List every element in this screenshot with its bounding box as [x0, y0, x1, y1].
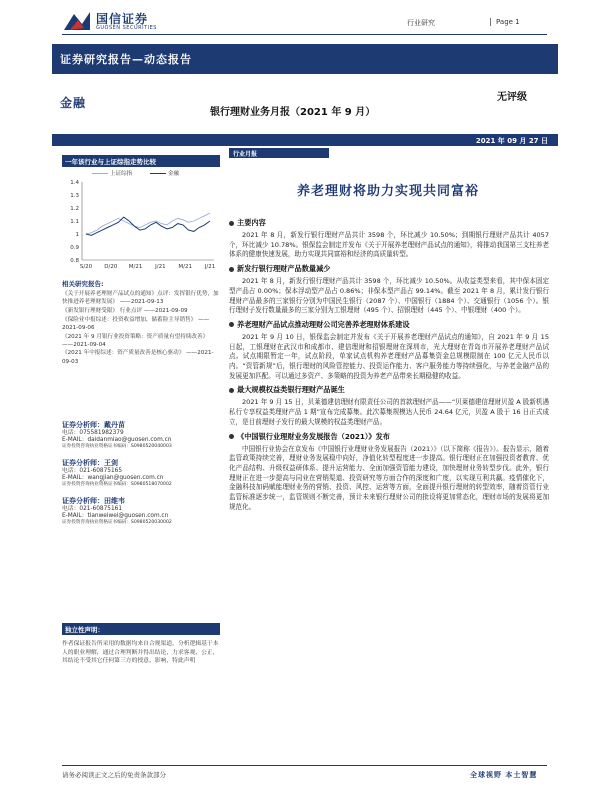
analyst-card [62, 496, 222, 526]
report-date: 2021 年 09 月 27 日 [475, 137, 548, 145]
logo-icon [62, 10, 92, 32]
disclaimer-title-bar [62, 623, 220, 635]
sector-label: 金融 [60, 96, 87, 110]
bullet-icon [229, 267, 234, 272]
rating-label: 无评级 [497, 92, 527, 103]
analyst-phone: 电话：021-60875161 [62, 506, 123, 512]
analyst-email[interactable]: E-MAIL：tianweiwei@guosen.com.cn [62, 513, 169, 519]
bullet-icon [229, 434, 234, 439]
disclaimer-text: 作者保证报告所采用的数据均来自合规渠道，分析逻辑基于本人的职业理解，通过合理判断并得出结论，力求客观、公正，其结论不受其它任何第三方的授意、影响，特此声明 [62, 641, 219, 665]
section-heading: 新发行银行理财产品数量减少 [229, 264, 549, 274]
related-item[interactable]: 《新发银行理财受限》 行业点评 ——2021-09-09 [62, 307, 188, 314]
related-research-list [62, 290, 220, 366]
analyst-name: 证券分析师：王剑 [62, 459, 118, 467]
headline: 养老理财将助力实现共同富裕 [296, 184, 479, 199]
x-tick-label: M/21 [128, 264, 143, 270]
y-tick-label: 0.8 [70, 258, 79, 264]
paragraph: 2021 年 9 月 10 日，银保监会制定并发布《关于开展养老理财产品试点的通知》，自 2021 年 9 月 15 日起，工银理财在武汉市和成都市、建信理财和招银理财在深圳市，光大理财在青岛市开展养老理财产品试点。试点期限暂定一年，试点阶段，单家试点机构养老理财产品募集资金总规模限制在 100 亿元人民币以内。“资管新规”后，银行理财的风险管控能力、投资运作能力、客户服务能力等持续强化，与养老金融产品的发展更加匹配。可以通过多资产、多策略的投资为养老产品带来长期稳健的收益。 [229, 332, 549, 380]
trend-chart [62, 168, 220, 274]
y-tick-label: 1.4 [70, 180, 79, 186]
related-item[interactable]: 《保险业中报综述：投资收益增加，储蓄险主导销售》 ——2021-09-06 [62, 316, 210, 331]
main-content [229, 216, 549, 516]
analyst-cert: 证券投资咨询执业资格证书编码：S0980520030002 [62, 520, 172, 525]
paragraph: 2021 年 8 月，新发行银行理财产品共计 3598 个，环比减少 10.50%；到期银行理财产品共计 4057 个，环比减少 10.78%。银保监会制定并发布《关于开展养老理财产品试点的通知》，将推动我国第三支柱养老体系的健康快速发展，助力实现共同富裕和经济的高质量转型。 [229, 231, 549, 259]
paragraph: 2021 年 9 月 15 日，贝莱德建信理财有限责任公司的首款理财产品——“贝莱德建信理财贝盈 A 股新机遇私行专享权益类理财产品 1 期”宣布完成募集。此次募集规模达人民币 24.64 亿元，贝盈 A 股于 16 日正式成立，是目前理财子发行的最大规模的权益类理财产品。 [229, 398, 549, 426]
footer-divider [62, 765, 547, 766]
x-tick-label: S/20 [79, 264, 93, 270]
series-line [86, 217, 210, 235]
bullet-icon [229, 388, 234, 393]
analyst-card [62, 420, 222, 450]
bullet-icon [229, 322, 234, 327]
section-heading: 最大规模权益类银行理财产品诞生 [229, 385, 549, 395]
y-tick-label: 1 [75, 232, 79, 238]
related-item[interactable]: 《2021 年中报综述：资产质量改善是核心驱动》 ——2021-09-03 [62, 350, 214, 365]
legend-label: 上证综指 [110, 171, 133, 177]
y-tick-label: 1.2 [70, 206, 79, 212]
analyst-card [62, 458, 222, 488]
x-tick-label: J/21 [155, 264, 166, 270]
analyst-email[interactable]: E-MAIL：wangjian@guosen.com.cn [62, 475, 164, 481]
related-item[interactable]: 《关于开展养老理财产品试点的通知》点评：发挥银行优势，加快推进养老理财发展》 ——2021-09-13 [62, 291, 219, 306]
analyst-email[interactable]: E-MAIL：daidanmiao@guosen.com.cn [62, 437, 172, 443]
y-tick-label: 0.9 [70, 245, 79, 251]
footer-slogan: 全球视野 本土智慧 [470, 771, 538, 779]
header-category: 行业研究 [407, 19, 435, 27]
section-heading: 主要内容 [229, 218, 549, 228]
analyst-cert: 证券投资咨询执业资格证书编码：S0980520040003 [62, 444, 172, 449]
logo-text: 国信证券 [96, 12, 149, 26]
legend-label: 金融 [168, 171, 180, 177]
related-item[interactable]: 《2021 年 9 月银行业投资策略：资产质量有望持续改善》 ——2021-09-04 [62, 333, 209, 348]
chart-box-title-text: 一年该行业与上证综指走势比较 [65, 158, 156, 166]
related-research-title: 相关研究报告: [62, 280, 104, 288]
report-title: 银行理财业务月报（2021 年 9 月） [210, 107, 376, 118]
bullet-icon [229, 221, 234, 226]
x-tick-label: M/21 [178, 264, 193, 270]
paragraph: 2021 年 8 月，新发行银行理财产品共计 3598 个，环比减少 10.50%。从收益类型来看，其中保本固定型产品占 0.00%；保本浮动型产品占 0.86%；非保本型产品占 99.14%。截至 2021 年 8 月，累计发行银行理财产品最多的三家银行分别为中国民生银行（2087 个）、中国银行（1884 个）、交通银行（1056 个）。银行理财子发行数量最多的三家分别为工银理财（495 个）、招银理财（445 个）、中银理财（400 个）。 [229, 277, 549, 315]
header-divider [62, 34, 547, 35]
sub-category: 行业月报 [233, 151, 258, 158]
x-tick-label: D/20 [104, 264, 118, 270]
chart-box-title [62, 155, 220, 167]
section-heading: 《中国银行业理财业务发展报告（2021）》发布 [229, 432, 549, 442]
analyst-name: 证券分析师：田维韦 [62, 497, 125, 505]
y-tick-label: 1.1 [70, 219, 79, 225]
page-number: Page 1 [490, 18, 520, 26]
logo-subtext: GUOSEN SECURITIES [96, 25, 157, 31]
section-heading: 养老理财产品试点推动理财公司完善养老理财体系建设 [229, 320, 549, 330]
footer-disclaimer: 请务必阅读正文之后的免责条款部分 [62, 771, 166, 779]
analyst-cert: 证券投资咨询执业资格证书编码：S0980518070002 [62, 482, 172, 487]
disclaimer-title: 独立性声明： [65, 626, 104, 634]
x-tick-label: J/21 [204, 264, 216, 270]
sub-category-bar [229, 148, 329, 158]
analyst-name: 证券分析师：戴丹苗 [62, 421, 125, 429]
paragraph: 中国银行业协会在京发布《中国银行业理财业务发展报告（2021）》（以下简称《报告》）。报告显示，随着监管政策持续完善，理财业务发展稳中向好，净值化转型程度进一步提高。银行理财正在加强投资者教育、优化产品结构、升级权益研体系、提升运营能力、全面加强资管能力建设，加快理财业务转型步伐。此外，银行理财正在进一步提高与同业在营销渠道、投资研究等方面合作的深度和广度，以实现互利共赢。疫情催化下，金融科技加码赋能理财业务的营销、投资、风控、运营等方面，全面提升银行理财的转型效率，随着资管行业监管标准逐步统一，监管规则不断完善，预计未来银行理财公司的批设将更加常态化，理财市场的发展将更加规范化。 [229, 444, 549, 511]
y-tick-label: 1.3 [70, 193, 79, 199]
analyst-phone: 电话：021-60875165 [62, 468, 123, 474]
report-type: 证券研究报告—动态报告 [60, 53, 192, 66]
analyst-phone: 电话：075581982379 [62, 430, 124, 436]
